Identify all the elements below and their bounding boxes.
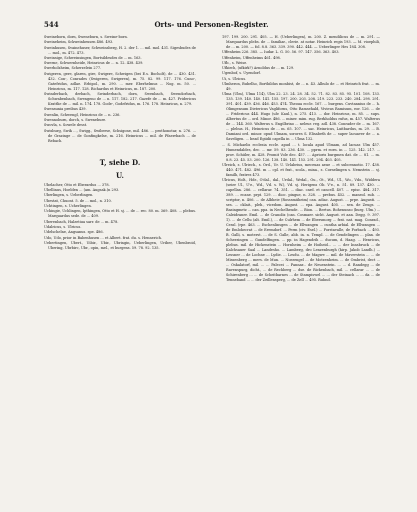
index-entry: Uberenbach, Halzetiua sarr. de ... m. 478. — [44, 219, 119, 224]
index-entry: ... S. Michaelis ecclesia eccle. apud ... t. locala apud Ulmam, ad lacuas Ulm 457. Humendaldes, dec. ... mr. 59. 83. 236. 430. ... pprm. et eorn. in ... 125. 142. 217. ... prov. Schüler, m. 428. Promit Vole dec. 457. ... Aprioris burgmen dat. de ... 81. ... m. 8.8. 23. 45. 53. 200. 126. 138. 140. 141. 153. 291. 294. 403. 405. — [222, 142, 380, 162]
index-entry: Ubelacher, Otto et Eberardus ... 378. — [44, 182, 110, 187]
index-entry: Sweinsige, Schweinsingen, Bortsildesdes de ... m. 163. — [44, 55, 142, 60]
index-entry: Swisburg, Swik ..., Swigg., Swiberse, Schsigone, mil. 486. ... prothonotar, n. 276. ... de Grazinge ... de Gonfingkelse, m. 216. Heinricus ... mil. de Pfaerrbach ... de Rebach. — [44, 128, 196, 143]
page-header — [44, 20, 379, 32]
index-entry: Uchtingen, s. Ucherlingen. — [44, 204, 92, 209]
index-entry: Uberlingen, s. Ueberlingen. — [44, 193, 94, 198]
index-entry: Swigeren, gere, glaren, gire, Swigere, Schwigen (bei E.s. Bocholt), de ... 430. 431. 432. Con-, Conrades (Swigeren, Swigeren), m. 75. 82. 99. 117. 176. Cuno-, Gatefridus, adlae. Erbipol., m. 290. ... mer. Eberhelmus ... Nog. m. 50. ... Heinricus, m. 117. 128. Richardus et Heinricus, m. 187. 200. — [44, 71, 196, 91]
index-entry: Swennoburn, dorch, s. Swenebure. — [44, 117, 107, 122]
index-entry: Ufb., s. Weise. — [222, 60, 248, 65]
index-entry: Ugenbof, s. Uyendorf. — [222, 71, 261, 76]
index-entry: Swenlin, Schwengl, Heinricus de ... n. 236. — [44, 112, 121, 117]
page-title: Orts- und Personen-Register. — [154, 20, 269, 29]
index-entry: Ubellinus, Hoelden ... (am. Augsak.)n 293. — [44, 188, 120, 193]
index-entry: Ulma (Ulm), Ulma 114), Ulm 22. 23. 24. 28. 34. 52. 71. 82. 83. 85. 95. 101. 108. 133. 135. 139. 140. 140. 141. 155. 197. 200. 203. 208. 219. 223. 233. 240. 284. 298. 291. 391. 401. 439. 436. 446. 453. 474. Theoua eccle. 167. ... burgens. Cuvtannius de ... h. Olimgensum Dietericus Vagliforns, Otto Ramsehald, Vivieus Ramisum, eor. 126. ... de ... Fridericus 444. Hugo (ulv. Kaul.), n. 275. 413. ... dor. Heinricus, m. 85. ... sups. Albertus de ... ord. Minor. 486. ... miner. mim. rug. Berkholdus rufus, m. 457. Walterus de ... 144. 360. Walterus s. Engilbrino ... neleur. reg. adl. 438. Conrader de ... m. 167. ... plebus. H., Heinricus de ... m. 65. 107. ... sac. Heinricus, Luitbardus, m. 29. ... B. Damiani ord. minor. opud Ulmam, sorores S. Elisabeth de ... super lacuaver de ... a. Saveligen. ... bead Egiidii capella in ... Ulma 132. — [222, 92, 380, 142]
index-entry: Swerholzheim, Scherzelein 277. — [44, 66, 102, 71]
section-letter-t: T, siehe D. — [99, 157, 141, 167]
right-column — [222, 35, 380, 497]
index-entry: Swensunia preibus 439. — [44, 107, 87, 112]
index-entry: Ui, s. Ulricus. — [222, 76, 247, 81]
index-entry: Sweinhusen, Svainehuser, Schweinsberg, H. 2. der 1. ... mil. mol. 431. Sigesbudes de ... mol., m. 472. 473. — [44, 45, 196, 55]
left-column — [44, 35, 196, 497]
index-entry: Swinderbach, derbach, Swinderbach, dorn, Swenbach, Swendorbach, Schwabenbach, Swengeno de ... n. 117. 182. 217. Gazefe de ... m. 427. Fridericus Krattlie de ... mil. n. 174. 178. Gode-, Godefridus, m. 176. 178. Heinricus, n. 279. — [44, 92, 196, 107]
index-entry: Udelschelne, Angsanus. spe. 486. — [44, 230, 104, 235]
index-entry: Udo, Udo, prior in Babenhusen ... et Albert. frat. du. s. Hennerich. — [44, 235, 162, 240]
index-entry: Uebertingen, Ubert., Uibir., Ubir., Ubringin, Ueberlingen, Uriber, Ubenbroid, Ubering, Ubrbirc, Ubr., opin, mel., et burgens. 59. 78. 92. 135. — [44, 240, 196, 250]
index-entry: Uffenheim, Uffenheims 461. 498. — [222, 55, 281, 60]
index-entry: Swovla, s. Sowele desst. — [44, 123, 88, 128]
index-entry: Sweineheim, Sckweinheusen 486. 493. — [44, 40, 114, 45]
index-entry: Swerne, Schwernheide, Heinricus de ... n. 12. 438. 439. — [44, 61, 144, 66]
index-entry: Ulreich, s. Ulriech., s. Ord., Ur. U. Urlabrius, meceuas aeue ... et subcennotio. 17. 438. 440. 471. 482. 496. m ... cpl. et frat., scola., mina., s. Cornelingen s. Nemstein ... sj. familh, fratres 473. — [222, 162, 380, 177]
index-entry: Ubestat, Chuont. 5. de ... mol., n. 310. — [44, 198, 112, 203]
index-entry: Ufkirch, (ufkirk?) Arnoldus de ... m. 129. — [222, 66, 295, 71]
section-spacer — [44, 144, 196, 154]
section-letter-u: U. — [116, 170, 124, 180]
index-entry: Sweineborn, dorn, Sweneburn, s. Sweine-born. — [44, 35, 128, 39]
index-entry: Uchingie, Uchlingen, Ipthingen, Otto et H. sj. ... de ... rec. 80. m. 369. 408. ... plebus. Marquardus sede. de ... 409. — [44, 209, 196, 219]
index-entry: Uffenheim 226. 385. — Iudar. L. G. 50. 56. 97. 147. 356. 363. 403. — [222, 50, 340, 55]
index-entry: Udalricus, s. Ulricus. — [44, 224, 82, 229]
index-entry: Ulmheron, Bubelho, Borthildus monbist, de ... n. 43. Albulo de ... et Heinrich frat. ... m. 49. — [222, 82, 380, 92]
index-entry: 197. 199. 200. 291. 405. — H. (Ueberlingen), m. 200. Z. mendilicus de ... m. 291. — Marquardus plebs. de ... familiar., clerie. at notar. Heinrich regis 193. — M. vioephili, de ... m. 200. — fol. 8.8. 363. 339. 390. 442. 444. — Ueberlinger Hes 184. 308. — [222, 35, 380, 49]
page-number: 544 — [44, 20, 59, 29]
index-entry: Ulricus, Holt., Hdr., O'dal., dal., Urdal., Wrdal., Ou., Ot., Wd., Ul., Wo., Vdo., Widdera (seier Ul., U'e., Wd., Vd. s. W.), Vd. sj. Herigens Ob. V'e., n. 51. 89. 137. 430. ... capellan. 286. ... cellarar. 74. 351. ... diac. card. et cancell. 407. ... episc. 484. 317. 389. ... ecane. prpt. 129. ... dioc. pingue, n. 328. ... prebus. 452. ... maneol. sub. ... scriptor, n. 406. ... de Albheie (Rosssmüheim) can. adiac. August. ... prpe. Augusti. ... ses. ... cklait., pleb., vicedom. August. ... epa. August. 405. ... sen. de Zeugs. ... Basingmetz ... can. ppa. in Nechelheude. ... Bion. ... Bertus. Bohenunso (burg. Ulm.) ... Caleidraner. Emil. ... de Cranoliz (can. Cosmaer. sicht. August. et aan. Degg. 9. 397. 1). ... de Cellu (alt. Emil.), ... de Culrhem ... de Ebersmorg ... frat. nat. mag. Conrad., Cessl. (rpe. 463. ... Eschenlinsgen ... de Ellwangen ... cuntha arbial. de Ellwangen ... de Emlohecrat ... de Eremdorf. ... Ferm (civ. Esel.) ... Forstavalle, de Forbach ... 493. B. Galli, s. moterst. ... de S. Galle, abb. in. n. Templ. ... de Gendelingen ... plan. de Scherzingen ... Gundelfingen. ... pp. in Hagendrih ... ducum, d. Haag. ... Henricus, plebus. mil. de Hickenstein ... Hornheim ... de Hoiheid... ... ... der Innsbruck ... de Kalchsauer Saal ... Landesho. ... Lamberg, dro Lenzenburgh (kirp. Jakob Landh.) ... Lessner ... de Lochne ... Lydie. ... Lesdu. ... de Magwe ... mil. de Maverstein ... ... de Missenberg ... mers. de Mun. ... Norzengel ... de Motzenheim. ... de Ombrist, dect ... ... Oskalatorf, mil. ... ... Palecei ... Pannar... de Neuenstein. ... ... d. Randegg ... de Ravenspurg, dicht., ... de Rechberg ... dse. de Rickenbach, mil. ... cellarar ... ... de Schirenberg ... ... de Scheitbarnes ... de Stampiswel ... ... der Steinach ... ... da ... de Tenneband ... ... der Zeillensperg, ... de Zell ... 495. Ruhnd. — [222, 178, 380, 283]
